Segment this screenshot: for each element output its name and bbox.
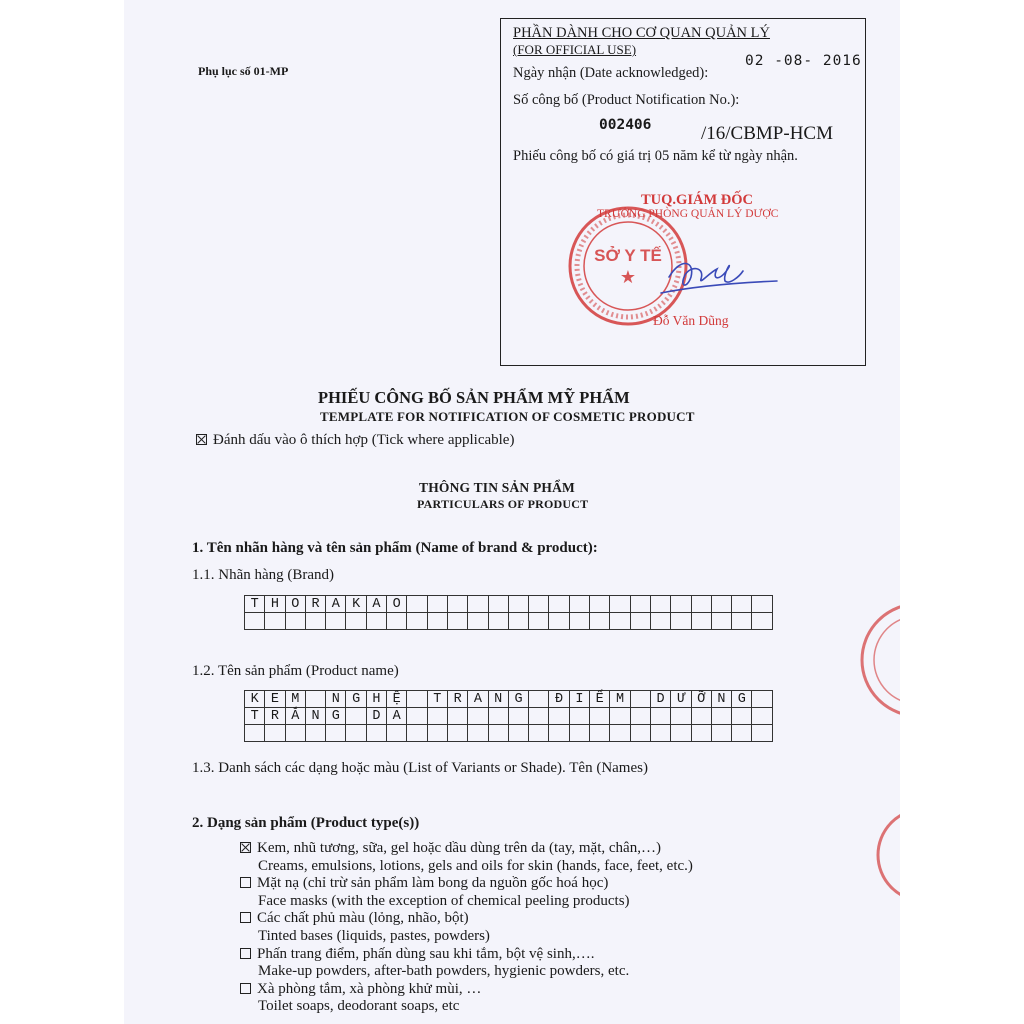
official-heading-vi: PHẦN DÀNH CHO CƠ QUAN QUẢN LÝ <box>513 25 770 41</box>
product-type-en: Make-up powders, after-bath powders, hygienic powders, etc. <box>258 963 630 980</box>
product-type-en: Creams, emulsions, lotions, gels and oils for skin (hands, face, feet, etc.) <box>258 857 693 874</box>
grid-cell: H <box>366 691 386 708</box>
grid-cell <box>427 613 447 630</box>
product-type-vi: Mặt nạ (chỉ trừ sản phẩm làm bong da nguồn gốc hoá học) <box>257 875 609 892</box>
product-type-vi: Các chất phủ màu (lỏng, nhão, bột) <box>257 910 469 927</box>
grid-cell <box>630 613 650 630</box>
grid-cell <box>630 725 650 742</box>
grid-cell <box>529 613 549 630</box>
particulars-title-en: PARTICULARS OF PRODUCT <box>417 497 589 511</box>
checked-box-icon <box>196 434 207 445</box>
grid-cell <box>752 691 772 708</box>
grid-cell: G <box>732 691 752 708</box>
grid-cell: Ỡ <box>691 691 711 708</box>
product-type-list <box>240 840 693 1016</box>
grid-cell <box>549 613 569 630</box>
section2-heading: 2. Dạng sản phẩm (Product type(s)) <box>192 815 420 831</box>
product-type-item <box>240 981 693 1016</box>
grid-cell <box>265 725 285 742</box>
brand-row-2 <box>245 613 773 630</box>
grid-cell <box>590 725 610 742</box>
grid-cell <box>529 691 549 708</box>
grid-cell <box>671 725 691 742</box>
product-type-vi: Kem, nhũ tương, sữa, gel hoặc dầu dùng trên da (tay, mặt, chân,…) <box>257 840 661 856</box>
grid-cell <box>691 596 711 613</box>
grid-cell <box>407 596 427 613</box>
empty-checkbox-icon[interactable] <box>240 948 251 959</box>
grid-cell <box>549 596 569 613</box>
grid-cell <box>447 596 467 613</box>
grid-cell <box>630 596 650 613</box>
grid-cell <box>590 613 610 630</box>
grid-cell <box>650 708 670 725</box>
grid-cell <box>508 725 528 742</box>
grid-cell <box>711 725 731 742</box>
grid-cell: T <box>245 596 265 613</box>
grid-cell <box>630 708 650 725</box>
grid-cell <box>732 613 752 630</box>
grid-cell <box>346 725 366 742</box>
product-type-en: Face masks (with the exception of chemical peeling products) <box>258 892 630 909</box>
grid-cell <box>407 725 427 742</box>
grid-cell <box>508 613 528 630</box>
grid-cell <box>610 708 630 725</box>
grid-cell <box>488 613 508 630</box>
grid-cell <box>691 613 711 630</box>
grid-cell <box>711 596 731 613</box>
tick-note-text: Đánh dấu vào ô thích hợp (Tick where applicable) <box>213 432 515 448</box>
empty-checkbox-icon[interactable] <box>240 983 251 994</box>
brand-label: 1.1. Nhãn hàng (Brand) <box>192 567 335 583</box>
grid-cell <box>326 613 346 630</box>
grid-cell: K <box>346 596 366 613</box>
grid-cell <box>610 613 630 630</box>
appendix-label: Phụ lục số 01-MP <box>198 64 289 78</box>
svg-text:★: ★ <box>619 267 637 287</box>
grid-cell: M <box>285 691 305 708</box>
product-type-en: Toilet soaps, deodorant soaps, etc <box>258 998 460 1015</box>
grid-cell <box>711 708 731 725</box>
grid-cell <box>407 708 427 725</box>
grid-cell <box>529 596 549 613</box>
grid-cell <box>732 708 752 725</box>
grid-cell <box>691 725 711 742</box>
grid-cell: Ể <box>590 691 610 708</box>
grid-cell <box>447 725 467 742</box>
grid-cell <box>468 725 488 742</box>
grid-cell: Ệ <box>387 691 407 708</box>
grid-cell <box>549 725 569 742</box>
product-type-item <box>240 875 693 910</box>
brand-grid <box>244 595 773 630</box>
grid-cell: N <box>711 691 731 708</box>
grid-cell <box>488 708 508 725</box>
product-name-grid <box>244 690 773 742</box>
grid-cell: Ư <box>671 691 691 708</box>
grid-cell <box>732 725 752 742</box>
grid-cell: A <box>387 708 407 725</box>
grid-cell <box>305 691 325 708</box>
grid-cell: T <box>245 708 265 725</box>
grid-cell <box>468 613 488 630</box>
grid-cell <box>529 708 549 725</box>
validity-note: Phiếu công bố có giá trị 05 năm kể từ ngày nhận. <box>513 148 798 164</box>
official-use-box <box>500 18 866 366</box>
grid-cell <box>711 613 731 630</box>
official-heading-en: (FOR OFFICIAL USE) <box>513 42 637 57</box>
product-type-en: Tinted bases (liquids, pastes, powders) <box>258 927 490 944</box>
grid-cell <box>671 708 691 725</box>
empty-checkbox-icon[interactable] <box>240 877 251 888</box>
grid-cell <box>508 708 528 725</box>
grid-cell <box>468 708 488 725</box>
grid-cell: H <box>265 596 285 613</box>
grid-cell <box>366 725 386 742</box>
grid-cell: T <box>427 691 447 708</box>
grid-cell <box>671 596 691 613</box>
grid-cell: G <box>346 691 366 708</box>
grid-cell <box>671 613 691 630</box>
grid-cell <box>610 725 630 742</box>
grid-cell <box>691 708 711 725</box>
grid-cell: G <box>326 708 346 725</box>
grid-cell <box>305 613 325 630</box>
grid-cell <box>447 613 467 630</box>
grid-cell <box>610 596 630 613</box>
grid-cell <box>265 613 285 630</box>
grid-cell <box>650 613 670 630</box>
grid-cell <box>245 613 265 630</box>
signature-icon <box>651 247 781 307</box>
notification-label: Số công bố (Product Notification No.): <box>513 92 740 108</box>
product-row-1 <box>245 691 773 708</box>
grid-cell <box>569 725 589 742</box>
grid-cell <box>346 613 366 630</box>
grid-cell: E <box>265 691 285 708</box>
grid-cell <box>427 596 447 613</box>
grid-cell <box>245 725 265 742</box>
grid-cell: R <box>447 691 467 708</box>
tick-note <box>196 432 514 449</box>
grid-cell <box>732 596 752 613</box>
variants-label: 1.3. Danh sách các dạng hoặc màu (List of Variants or Shade). Tên (Names) <box>192 760 648 776</box>
form-title-en: TEMPLATE FOR NOTIFICATION OF COSMETIC PRODUCT <box>320 409 695 424</box>
signer-role-1: TUQ.GIÁM ĐỐC <box>641 192 753 208</box>
grid-cell <box>569 596 589 613</box>
notification-suffix: /16/CBMP-HCM <box>701 123 833 144</box>
grid-cell: G <box>508 691 528 708</box>
partial-seal-bottom-icon <box>872 810 900 900</box>
grid-cell: R <box>265 708 285 725</box>
signer-name: Đỗ Văn Dũng <box>653 313 729 328</box>
grid-cell <box>407 613 427 630</box>
grid-cell <box>346 708 366 725</box>
grid-cell <box>650 596 670 613</box>
date-acknowledged-value: 02 -08- 2016 <box>745 53 862 69</box>
product-type-item <box>240 910 693 945</box>
product-row-3 <box>245 725 773 742</box>
grid-cell: I <box>569 691 589 708</box>
grid-cell <box>752 725 772 742</box>
grid-cell <box>590 596 610 613</box>
grid-cell <box>468 596 488 613</box>
grid-cell <box>508 596 528 613</box>
grid-cell <box>630 691 650 708</box>
signer-role-2: TRƯỞNG PHÒNG QUẢN LÝ DƯỢC <box>597 208 779 220</box>
checked-box-icon[interactable] <box>240 842 251 853</box>
date-acknowledged-label: Ngày nhận (Date acknowledged): <box>513 65 709 81</box>
grid-cell <box>488 596 508 613</box>
product-row-2 <box>245 708 773 725</box>
seal-text: SỞ Y TẾ <box>594 246 662 265</box>
grid-cell: N <box>326 691 346 708</box>
grid-cell: A <box>326 596 346 613</box>
product-type-item <box>240 946 693 981</box>
product-type-vi: Xà phòng tắm, xà phòng khử mùi, … <box>257 980 482 997</box>
grid-cell <box>387 725 407 742</box>
product-type-vi: Phấn trang điểm, phấn dùng sau khi tắm, bột vệ sinh,…. <box>257 945 595 962</box>
grid-cell <box>488 725 508 742</box>
grid-cell: A <box>468 691 488 708</box>
grid-cell <box>569 708 589 725</box>
grid-cell <box>590 708 610 725</box>
notification-number: 002406 <box>599 117 652 133</box>
grid-cell <box>285 613 305 630</box>
grid-cell <box>549 708 569 725</box>
grid-cell <box>305 725 325 742</box>
grid-cell <box>326 725 346 742</box>
grid-cell: R <box>305 596 325 613</box>
grid-cell: D <box>366 708 386 725</box>
grid-cell: O <box>387 596 407 613</box>
grid-cell: Đ <box>549 691 569 708</box>
product-name-label: 1.2. Tên sản phẩm (Product name) <box>192 663 399 679</box>
grid-cell <box>427 725 447 742</box>
grid-cell: N <box>305 708 325 725</box>
grid-cell <box>752 613 772 630</box>
section1-heading: 1. Tên nhãn hàng và tên sản phẩm (Name of brand & product): <box>192 540 598 556</box>
grid-cell <box>427 708 447 725</box>
grid-cell <box>407 691 427 708</box>
grid-cell <box>529 725 549 742</box>
grid-cell <box>387 613 407 630</box>
grid-cell: K <box>245 691 265 708</box>
grid-cell: Ắ <box>285 708 305 725</box>
grid-cell: N <box>488 691 508 708</box>
grid-cell <box>285 725 305 742</box>
grid-cell: M <box>610 691 630 708</box>
partial-seal-top-icon <box>860 598 900 722</box>
grid-cell <box>752 596 772 613</box>
grid-cell: A <box>366 596 386 613</box>
grid-cell <box>650 725 670 742</box>
grid-cell <box>569 613 589 630</box>
form-title-vi: PHIẾU CÔNG BỐ SẢN PHẨM MỸ PHẨM <box>318 388 630 407</box>
grid-cell <box>752 708 772 725</box>
grid-cell: D <box>650 691 670 708</box>
particulars-title-vi: THÔNG TIN SẢN PHẨM <box>419 480 575 495</box>
document-page <box>124 0 900 1024</box>
brand-row-1 <box>245 596 773 613</box>
empty-checkbox-icon[interactable] <box>240 912 251 923</box>
product-type-item <box>240 840 693 875</box>
grid-cell <box>447 708 467 725</box>
grid-cell <box>366 613 386 630</box>
grid-cell: O <box>285 596 305 613</box>
